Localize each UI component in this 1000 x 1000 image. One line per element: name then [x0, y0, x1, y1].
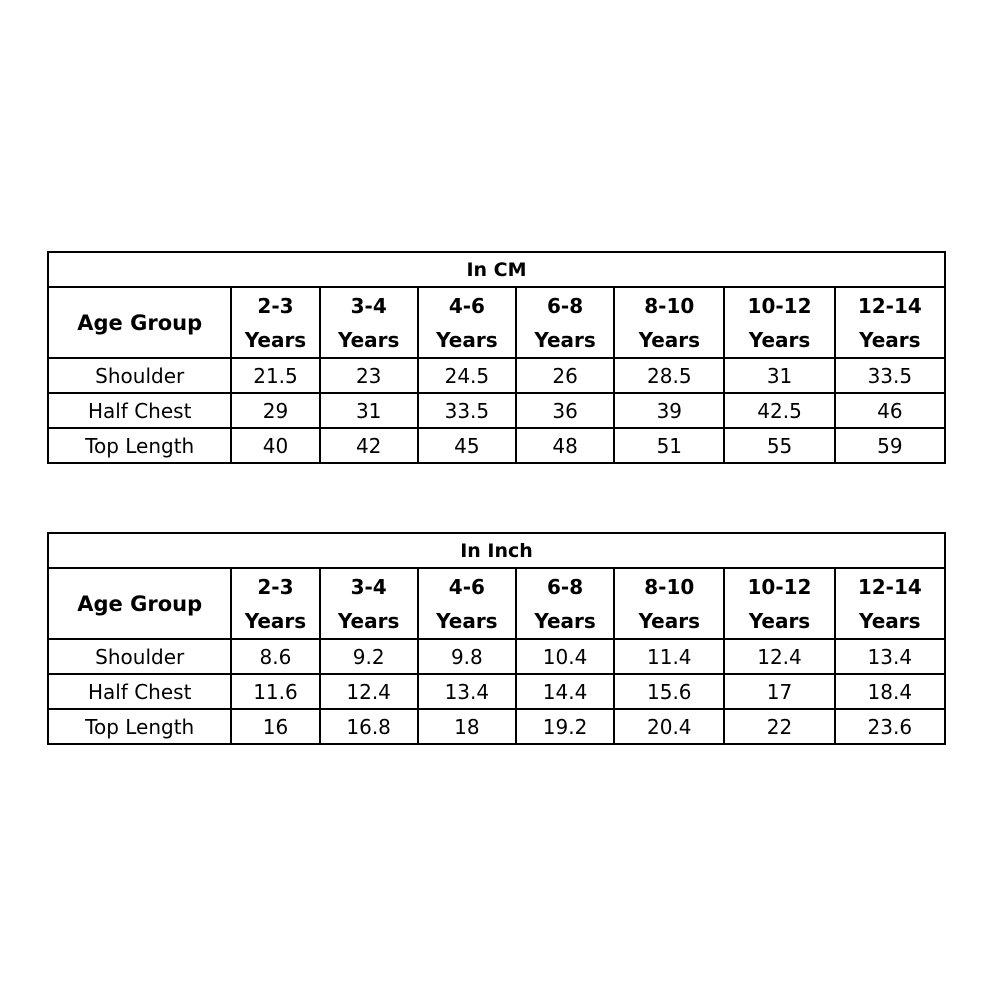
- table-cell: 15.6: [614, 674, 724, 709]
- table-cell: 33.5: [835, 358, 945, 393]
- table-cell: 59: [835, 428, 945, 463]
- table-cell: 42: [320, 428, 418, 463]
- table-cell: 9.2: [320, 639, 418, 674]
- header-row: [48, 568, 945, 639]
- age-column-header: 4-6 Years: [418, 287, 516, 358]
- table-cell: 31: [724, 358, 834, 393]
- table-cell: 12.4: [724, 639, 834, 674]
- table-cell: 22: [724, 709, 834, 744]
- table-cell: 16: [231, 709, 319, 744]
- table-title: In CM: [48, 252, 945, 287]
- row-label: Half Chest: [48, 674, 231, 709]
- table-row: [48, 358, 945, 393]
- age-column-header: 4-6 Years: [418, 568, 516, 639]
- table-cell: 33.5: [418, 393, 516, 428]
- age-column-header: 6-8 Years: [516, 287, 614, 358]
- table-cell: 13.4: [835, 639, 945, 674]
- table-row: [48, 639, 945, 674]
- age-column-header: 10-12 Years: [724, 568, 834, 639]
- table-row: [48, 709, 945, 744]
- table-title-row: [48, 533, 945, 568]
- age-column-header: 3-4 Years: [320, 568, 418, 639]
- table-cell: 18: [418, 709, 516, 744]
- table-row: [48, 674, 945, 709]
- table-cell: 11.4: [614, 639, 724, 674]
- header-row: [48, 287, 945, 358]
- table-title: In Inch: [48, 533, 945, 568]
- table-cell: 26: [516, 358, 614, 393]
- table-cell: 9.8: [418, 639, 516, 674]
- table-row: [48, 393, 945, 428]
- table-cell: 23: [320, 358, 418, 393]
- table-row: [48, 428, 945, 463]
- table-cell: 12.4: [320, 674, 418, 709]
- table-cell: 23.6: [835, 709, 945, 744]
- table-cell: 40: [231, 428, 319, 463]
- table-cell: 19.2: [516, 709, 614, 744]
- age-column-header: 8-10 Years: [614, 287, 724, 358]
- table-cell: 17: [724, 674, 834, 709]
- age-column-header: 10-12 Years: [724, 287, 834, 358]
- table-cell: 29: [231, 393, 319, 428]
- age-column-header: 12-14 Years: [835, 568, 945, 639]
- table-cell: 11.6: [231, 674, 319, 709]
- table-cell: 18.4: [835, 674, 945, 709]
- table-cell: 48: [516, 428, 614, 463]
- table-cell: 24.5: [418, 358, 516, 393]
- size-chart-cm: [47, 251, 946, 464]
- row-label: Top Length: [48, 428, 231, 463]
- age-column-header: 12-14 Years: [835, 287, 945, 358]
- table-cell: 51: [614, 428, 724, 463]
- table-cell: 39: [614, 393, 724, 428]
- age-group-header: Age Group: [48, 568, 231, 639]
- table-cell: 13.4: [418, 674, 516, 709]
- row-label: Top Length: [48, 709, 231, 744]
- row-label: Shoulder: [48, 639, 231, 674]
- age-column-header: 2-3 Years: [231, 568, 319, 639]
- table-title-row: [48, 252, 945, 287]
- table-cell: 36: [516, 393, 614, 428]
- table-cell: 31: [320, 393, 418, 428]
- table-cell: 8.6: [231, 639, 319, 674]
- row-label: Half Chest: [48, 393, 231, 428]
- table-cell: 14.4: [516, 674, 614, 709]
- age-column-header: 8-10 Years: [614, 568, 724, 639]
- table-cell: 55: [724, 428, 834, 463]
- row-label: Shoulder: [48, 358, 231, 393]
- table-cell: 45: [418, 428, 516, 463]
- table-cell: 46: [835, 393, 945, 428]
- table-cell: 16.8: [320, 709, 418, 744]
- table-cell: 20.4: [614, 709, 724, 744]
- table-cell: 28.5: [614, 358, 724, 393]
- age-group-header: Age Group: [48, 287, 231, 358]
- size-chart-inch: [47, 532, 946, 745]
- age-column-header: 6-8 Years: [516, 568, 614, 639]
- age-column-header: 2-3 Years: [231, 287, 319, 358]
- table-cell: 42.5: [724, 393, 834, 428]
- table-cell: 10.4: [516, 639, 614, 674]
- table-cell: 21.5: [231, 358, 319, 393]
- age-column-header: 3-4 Years: [320, 287, 418, 358]
